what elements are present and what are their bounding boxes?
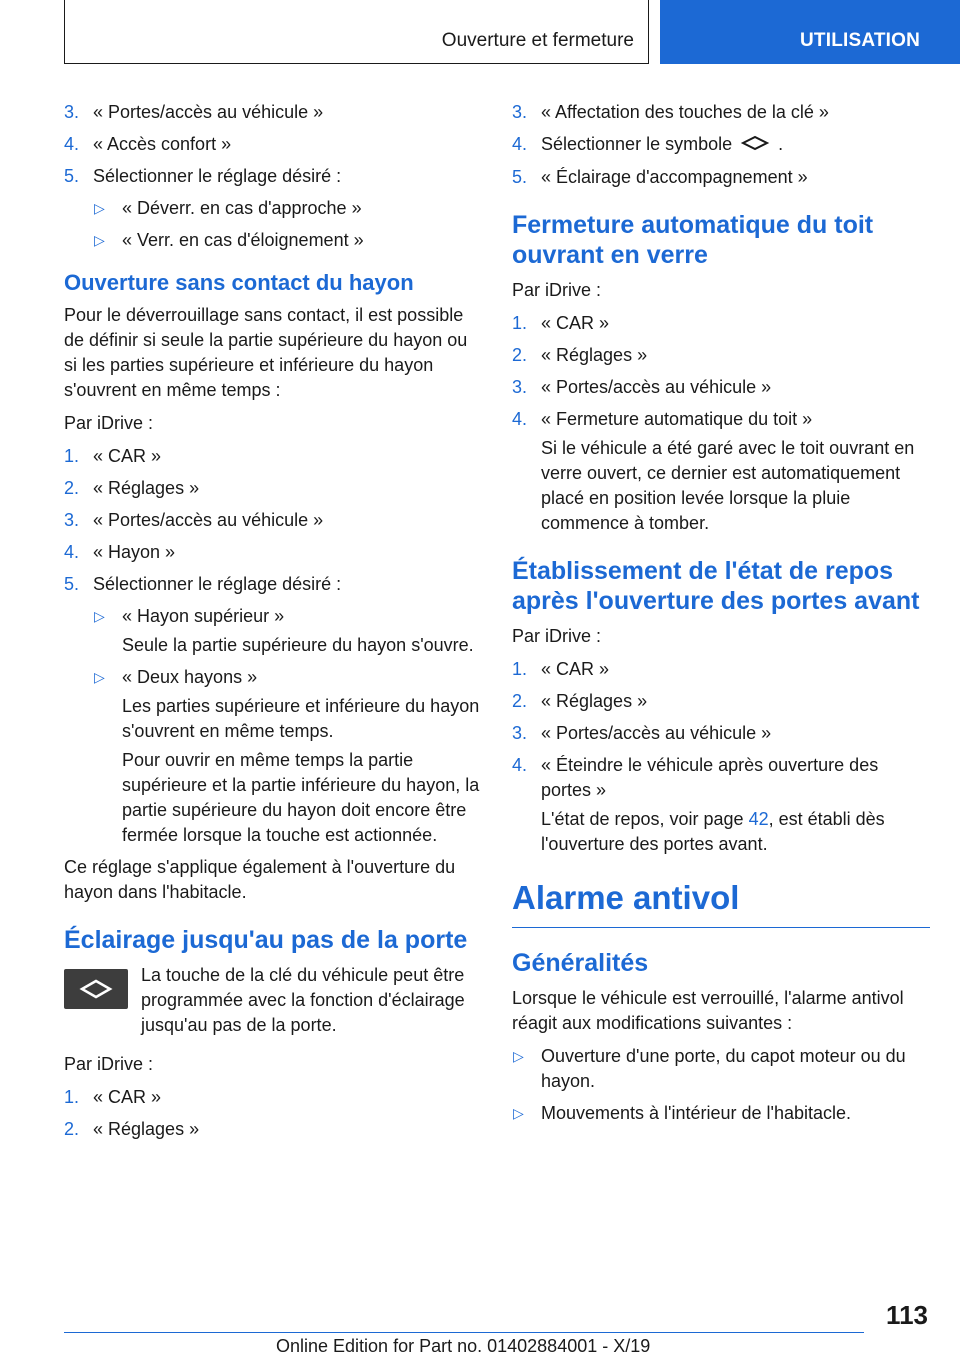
page-number: 113: [886, 1300, 928, 1330]
list-item: 1. « CAR »: [64, 1087, 162, 1107]
list-item: 4. « Accès confort »: [64, 134, 232, 154]
list-item: 4. Sélectionner le symbole .: [512, 132, 930, 158]
triangle-bullet-icon: ▷: [94, 200, 105, 216]
list-item: 3. « Affectation des touches de la clé »: [512, 102, 829, 122]
triangle-bullet-icon: ▷: [513, 1047, 524, 1064]
headlight-key-icon: [64, 969, 128, 1009]
page-link[interactable]: 42: [748, 808, 769, 829]
paragraph: Ce réglage s'applique également à l'ouverture du hayon dans l'habitacle.: [64, 857, 456, 902]
section-title: UTILISATION: [800, 30, 921, 51]
list-item: 5. Sélectionner le réglage désiré :: [64, 166, 342, 186]
sub-list-item: ▷ « Déverr. en cas d'approche »: [64, 196, 482, 221]
heading-hayon: Ouverture sans contact du hayon: [64, 270, 414, 295]
triangle-bullet-icon: ▷: [513, 1104, 524, 1121]
list-item: 1. « CAR »: [512, 658, 610, 679]
sub-list-item: ▷ « Deux hayons » Les parties supérieure et inférieure du hayon s'ouvrent en même temps. Pour ouvrir en même temps la partie supérieure et la partie inférieure du hayon, la partie supérieure du hayon doit encore être fermée lorsque la touche est actionnée.: [94, 667, 480, 845]
list-item: 5. Sélectionner le réglage désiré :: [64, 574, 342, 594]
heading-alarme: Alarme antivol: [512, 877, 930, 928]
headlight-symbol-icon: [740, 133, 770, 158]
right-column: [512, 100, 930, 1133]
paragraph: Par iDrive :: [64, 1054, 154, 1074]
list-item: 2. « Réglages »: [512, 690, 648, 711]
list-item: 3. « Portes/accès au véhicule »: [512, 722, 772, 743]
heading-eclairage: Éclairage jusqu'au pas de la porte: [64, 926, 468, 954]
list-item: 4. « Hayon »: [64, 542, 176, 562]
list-item: 4. « Fermeture automatique du toit » Si le véhicule a été garé avec le toit ouvrant en verre ouvert, ce dernier est automatiquement placé en position levée lorsque la pluie commence à tomber.: [512, 408, 915, 533]
chapter-title: Ouverture et fermeture: [441, 30, 634, 51]
heading-generalites: Généralités: [512, 948, 649, 977]
bullet-item: ▷ Mouvements à l'intérieur de l'habitacle.: [512, 1101, 930, 1126]
paragraph: Par iDrive :: [64, 413, 154, 433]
list-item: 3. « Portes/accès au véhicule »: [512, 376, 772, 397]
list-item: 1. « CAR »: [64, 446, 162, 466]
triangle-bullet-icon: ▷: [94, 669, 105, 685]
section-tab: [660, 0, 960, 64]
key-paragraph: La touche de la clé du véhicule peut être programmée avec la fonction d'éclairage jusqu'au pas de la porte.: [64, 963, 482, 1038]
footer-divider: [64, 1332, 864, 1333]
list-item: 2. « Réglages »: [64, 1119, 200, 1139]
list-item: 5. « Éclairage d'accompagnement »: [512, 166, 808, 187]
triangle-bullet-icon: ▷: [94, 232, 105, 248]
list-item: 2. « Réglages »: [64, 478, 200, 498]
list-item: 2. « Réglages »: [512, 344, 648, 365]
sub-list-item: ▷ « Verr. en cas d'éloignement »: [64, 228, 482, 253]
paragraph: Lorsque le véhicule est verrouillé, l'alarme antivol réagit aux modifications suivantes :: [512, 987, 904, 1033]
paragraph: Par iDrive :: [512, 625, 602, 646]
footer-text: Online Edition for Part no. 01402884001 - X/19: [276, 1336, 651, 1356]
triangle-bullet-icon: ▷: [94, 608, 105, 624]
heading-toit: Fermeture automatique du toit ouvrant en verre: [512, 210, 874, 269]
header-bar: [64, 0, 649, 64]
paragraph: Par iDrive :: [512, 279, 602, 300]
list-item: 3. « Portes/accès au véhicule »: [64, 510, 324, 530]
list-item: 4. « Éteindre le véhicule après ouverture des portes » L'état de repos, voir page 42, est établi dès l'ouverture des portes avant.: [512, 754, 885, 854]
heading-repos: Établissement de l'état de repos après l'ouverture des portes avant: [512, 556, 920, 615]
paragraph: Pour le déverrouillage sans contact, il est possible de définir si seule la partie supérieure du hayon ou si les parties supérieure et inférieure du hayon s'ouvrent en même temps :: [64, 305, 468, 400]
list-item: 1. « CAR »: [512, 312, 610, 333]
sub-list-item: ▷ « Hayon supérieur » Seule la partie supérieure du hayon s'ouvre.: [94, 606, 474, 655]
bullet-item: ▷ Ouverture d'une porte, du capot moteur ou du hayon.: [513, 1045, 906, 1091]
left-column: [64, 100, 482, 1149]
list-item: 3. « Portes/accès au véhicule »: [64, 102, 324, 122]
